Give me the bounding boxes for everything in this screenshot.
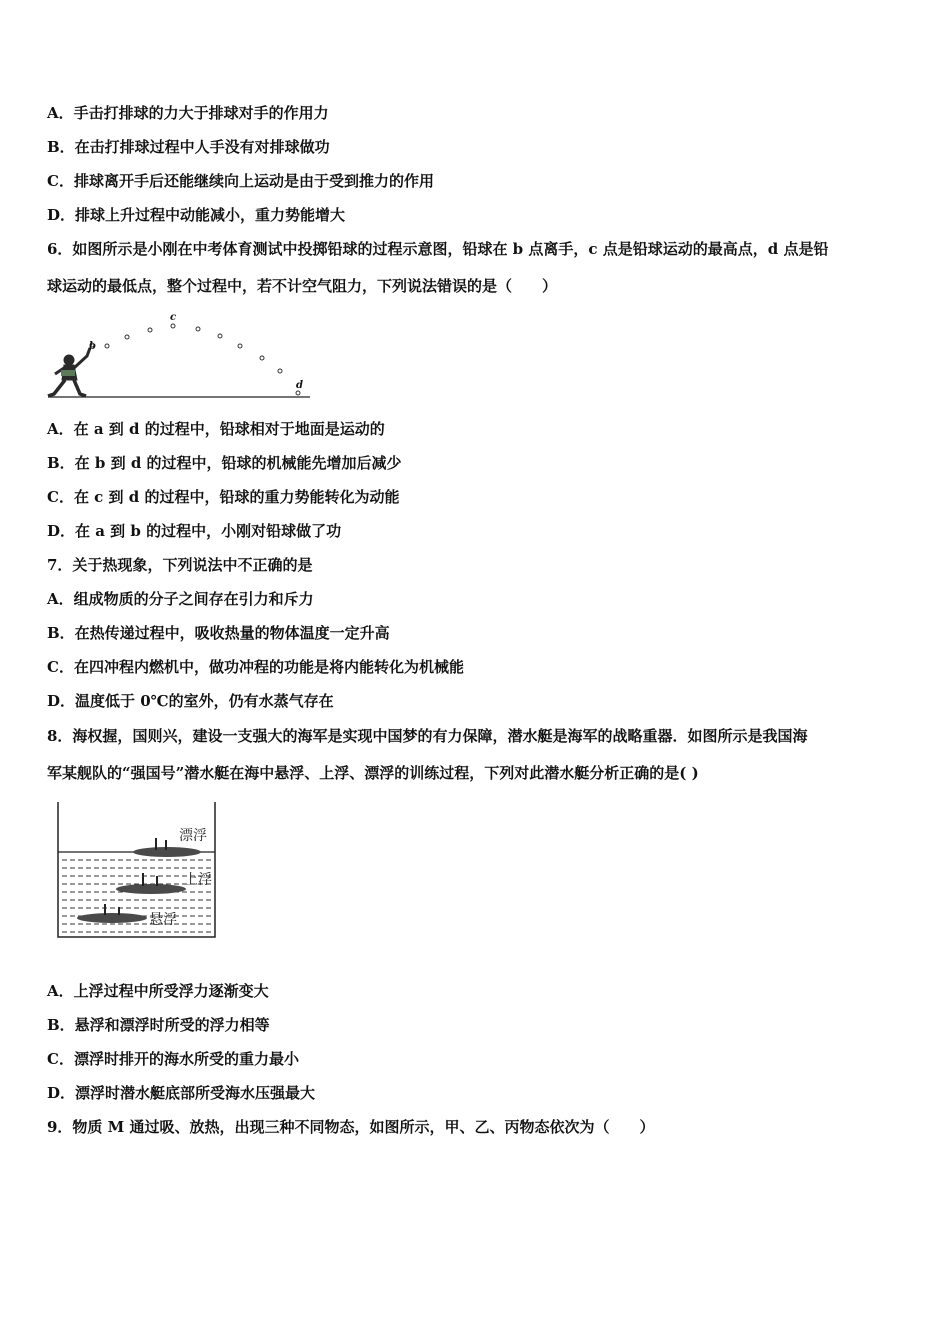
label-d: d xyxy=(296,380,303,391)
q8-stem-line2: 军某舰队的“强国号”潜水艇在海中悬浮、上浮、漂浮的训练过程，下列对此潜水艇分析正确的是( ) xyxy=(47,764,699,782)
q9-stem: 9．物质 M 通过吸、放热，出现三种不同物态，如图所示，甲、乙、丙物态依次为（ ） xyxy=(47,1118,655,1136)
q8-stem-line1: 8．海权握，国则兴，建设一支强大的海军是实现中国梦的有力保障，潜水艇是海军的战略重器．如图所示是我国海 xyxy=(47,727,808,745)
q8-option-c: C．漂浮时排开的海水所受的重力最小 xyxy=(47,1050,299,1068)
label-floating: 漂浮 xyxy=(179,828,207,844)
shot-put-figure xyxy=(40,308,330,404)
q6-option-c: C．在 c 到 d 的过程中，铅球的重力势能转化为动能 xyxy=(47,488,400,506)
q8-option-b: B．悬浮和漂浮时所受的浮力相等 xyxy=(47,1016,270,1034)
q8-option-d: D．漂浮时潜水艇底部所受海水压强最大 xyxy=(47,1084,316,1102)
q6-option-b: B．在 b 到 d 的过程中，铅球的机械能先增加后减少 xyxy=(47,454,402,472)
q8-option-a: A．上浮过程中所受浮力逐渐变大 xyxy=(47,982,269,1000)
label-b: b xyxy=(89,341,96,352)
q5-option-a: A．手击打排球的力大于排球对手的作用力 xyxy=(47,104,329,122)
q5-option-d: D．排球上升过程中动能减小，重力势能增大 xyxy=(47,206,346,224)
q7-option-b: B．在热传递过程中，吸收热量的物体温度一定升高 xyxy=(47,624,390,642)
q6-stem-line1: 6．如图所示是小刚在中考体育测试中投掷铅球的过程示意图，铅球在 b 点离手，c 点是铅球运动的最高点，d 点是铅 xyxy=(47,240,829,258)
label-rising: 上浮 xyxy=(184,872,212,888)
submarine-figure xyxy=(52,800,222,942)
q6-option-d: D．在 a 到 b 的过程中，小刚对铅球做了功 xyxy=(47,522,342,540)
trajectory-points xyxy=(90,324,300,395)
submarine-suspended xyxy=(77,904,147,923)
thrower-figure xyxy=(48,348,90,396)
label-c: c xyxy=(170,312,177,323)
label-suspended: 悬浮 xyxy=(149,912,177,928)
q7-option-d: D．温度低于 0℃的室外，仍有水蒸气存在 xyxy=(47,692,334,710)
q5-option-c: C．排球离开手后还能继续向上运动是由于受到推力的作用 xyxy=(47,172,434,190)
q6-stem-line2: 球运动的最低点，整个过程中，若不计空气阻力，下列说法错误的是（ ） xyxy=(47,277,558,295)
q5-option-b: B．在击打排球过程中人手没有对排球做功 xyxy=(47,138,330,156)
q7-option-c: C．在四冲程内燃机中，做功冲程的功能是将内能转化为机械能 xyxy=(47,658,464,676)
q7-stem: 7．关于热现象，下列说法中不正确的是 xyxy=(47,556,313,574)
q7-option-a: A．组成物质的分子之间存在引力和斥力 xyxy=(47,590,314,608)
q6-option-a: A．在 a 到 d 的过程中，铅球相对于地面是运动的 xyxy=(47,420,385,438)
